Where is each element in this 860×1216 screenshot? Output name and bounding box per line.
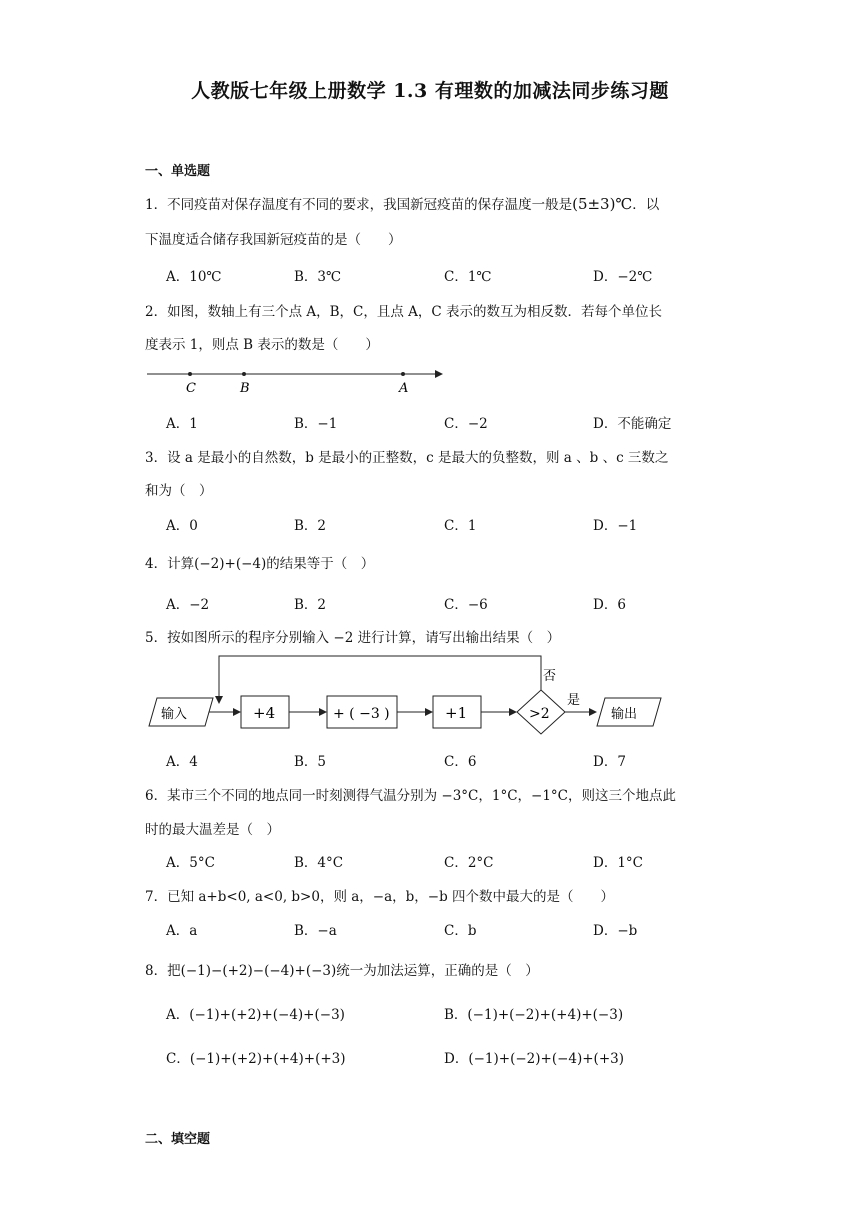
label-b: B bbox=[240, 381, 250, 396]
question-1-line-1 bbox=[145, 193, 659, 213]
option-a[interactable]: A．1 bbox=[166, 416, 198, 432]
question-1-tail: ．以 bbox=[632, 197, 660, 213]
question-5-line-1: 5．按如图所示的程序分别输入 −2 进行计算，请写出输出结果（ ） bbox=[145, 630, 561, 646]
option-d[interactable]: D．−2℃ bbox=[593, 269, 653, 285]
option-a[interactable]: A．10℃ bbox=[166, 269, 222, 285]
label-c: C bbox=[186, 381, 196, 396]
storage-temperature-range: (5±3)℃ bbox=[572, 195, 633, 213]
question-7-line-1: 7．已知 a+b<0, a<0, b>0，则 a，−a，b，−b 四个数中最大的是（ ） bbox=[145, 889, 615, 905]
question-1-text: 1．不同疫苗对保存温度有不同的要求，我国新冠疫苗的保存温度一般是 bbox=[145, 197, 573, 213]
question-6-line-1: 6．某市三个不同的地点同一时刻测得气温分别为 −3°C，1°C，−1°C，则这三个地点此 bbox=[145, 788, 677, 804]
feedback-loop-arrow bbox=[215, 696, 223, 704]
question-2-line-1: 2．如图，数轴上有三个点 A，B，C，且点 A，C 表示的数互为相反数．若每个单位长 bbox=[145, 304, 663, 320]
option-c[interactable]: C．(−1)+(+2)+(+4)+(+3) bbox=[166, 1051, 346, 1067]
option-d[interactable]: D．(−1)+(−2)+(−4)+(+3) bbox=[444, 1051, 624, 1067]
option-b[interactable]: B．4°C bbox=[294, 855, 344, 871]
question-8-line-1: 8．把(−1)−(+2)−(−4)+(−3)统一为加法运算，正确的是（ ） bbox=[145, 963, 539, 979]
section-heading-fill-in: 二、填空题 bbox=[145, 1132, 211, 1147]
label-a: A bbox=[399, 381, 409, 396]
option-a[interactable]: A．0 bbox=[166, 518, 198, 534]
option-c[interactable]: C．−6 bbox=[444, 597, 488, 613]
number-line-arrow bbox=[435, 370, 443, 378]
point-c bbox=[188, 372, 192, 376]
option-d[interactable]: D．7 bbox=[593, 754, 626, 770]
option-b[interactable]: B．(−1)+(−2)+(+4)+(−3) bbox=[444, 1007, 624, 1023]
option-b[interactable]: B．−a bbox=[294, 923, 337, 939]
page-title: 人教版七年级上册数学 1.3 有理数的加减法同步练习题 bbox=[191, 80, 669, 102]
option-d[interactable]: D．不能确定 bbox=[593, 416, 672, 432]
option-b[interactable]: B．5 bbox=[294, 754, 327, 770]
option-a[interactable]: A．a bbox=[166, 923, 198, 939]
option-d[interactable]: D．6 bbox=[593, 597, 626, 613]
question-1-line-2: 下温度适合储存我国新冠疫苗的是（ ） bbox=[145, 232, 402, 248]
option-a[interactable]: A．−2 bbox=[166, 597, 210, 613]
option-b[interactable]: B．−1 bbox=[294, 416, 338, 432]
step-add-4-label: +4 bbox=[253, 704, 276, 722]
option-c[interactable]: C．1 bbox=[444, 518, 477, 534]
option-c[interactable]: C．b bbox=[444, 923, 477, 939]
decision-label: >2 bbox=[529, 706, 550, 722]
option-d[interactable]: D．−b bbox=[593, 923, 638, 939]
option-b[interactable]: B．2 bbox=[294, 597, 327, 613]
option-a[interactable]: A．4 bbox=[166, 754, 198, 770]
point-b bbox=[242, 372, 246, 376]
option-c[interactable]: C．1℃ bbox=[444, 269, 492, 285]
step-add-neg3-label: + ( −3 ) bbox=[333, 706, 390, 722]
option-b[interactable]: B．2 bbox=[294, 518, 327, 534]
option-d[interactable]: D．1°C bbox=[593, 855, 643, 871]
decision-yes-label: 是 bbox=[567, 693, 581, 708]
option-a[interactable]: A．(−1)+(+2)+(−4)+(−3) bbox=[166, 1007, 345, 1023]
option-d[interactable]: D．−1 bbox=[593, 518, 638, 534]
section-heading-single-choice: 一、单选题 bbox=[145, 164, 211, 179]
option-c[interactable]: C．2°C bbox=[444, 855, 494, 871]
feedback-loop-line bbox=[219, 656, 541, 698]
option-b[interactable]: B．3℃ bbox=[294, 269, 342, 285]
input-label: 输入 bbox=[161, 707, 188, 722]
number-line-figure bbox=[145, 362, 445, 398]
option-a[interactable]: A．5°C bbox=[166, 855, 215, 871]
decision-no-label: 否 bbox=[543, 669, 557, 684]
step-add-1-label: +1 bbox=[445, 704, 468, 722]
question-3-line-1: 3．设 a 是最小的自然数，b 是最小的正整数，c 是最大的负整数，则 a 、b 、c 三数之 bbox=[145, 450, 669, 466]
question-6-line-2: 时的最大温差是（ ） bbox=[145, 822, 280, 838]
question-3-line-2: 和为（ ） bbox=[145, 483, 213, 499]
option-c[interactable]: C．6 bbox=[444, 754, 477, 770]
point-a bbox=[401, 372, 405, 376]
question-2-line-2: 度表示 1，则点 B 表示的数是（ ） bbox=[145, 337, 379, 353]
question-4-line-1: 4．计算(−2)+(−4)的结果等于（ ） bbox=[145, 556, 375, 572]
flowchart-figure bbox=[145, 650, 665, 742]
option-c[interactable]: C．−2 bbox=[444, 416, 488, 432]
output-label: 输出 bbox=[611, 707, 638, 722]
